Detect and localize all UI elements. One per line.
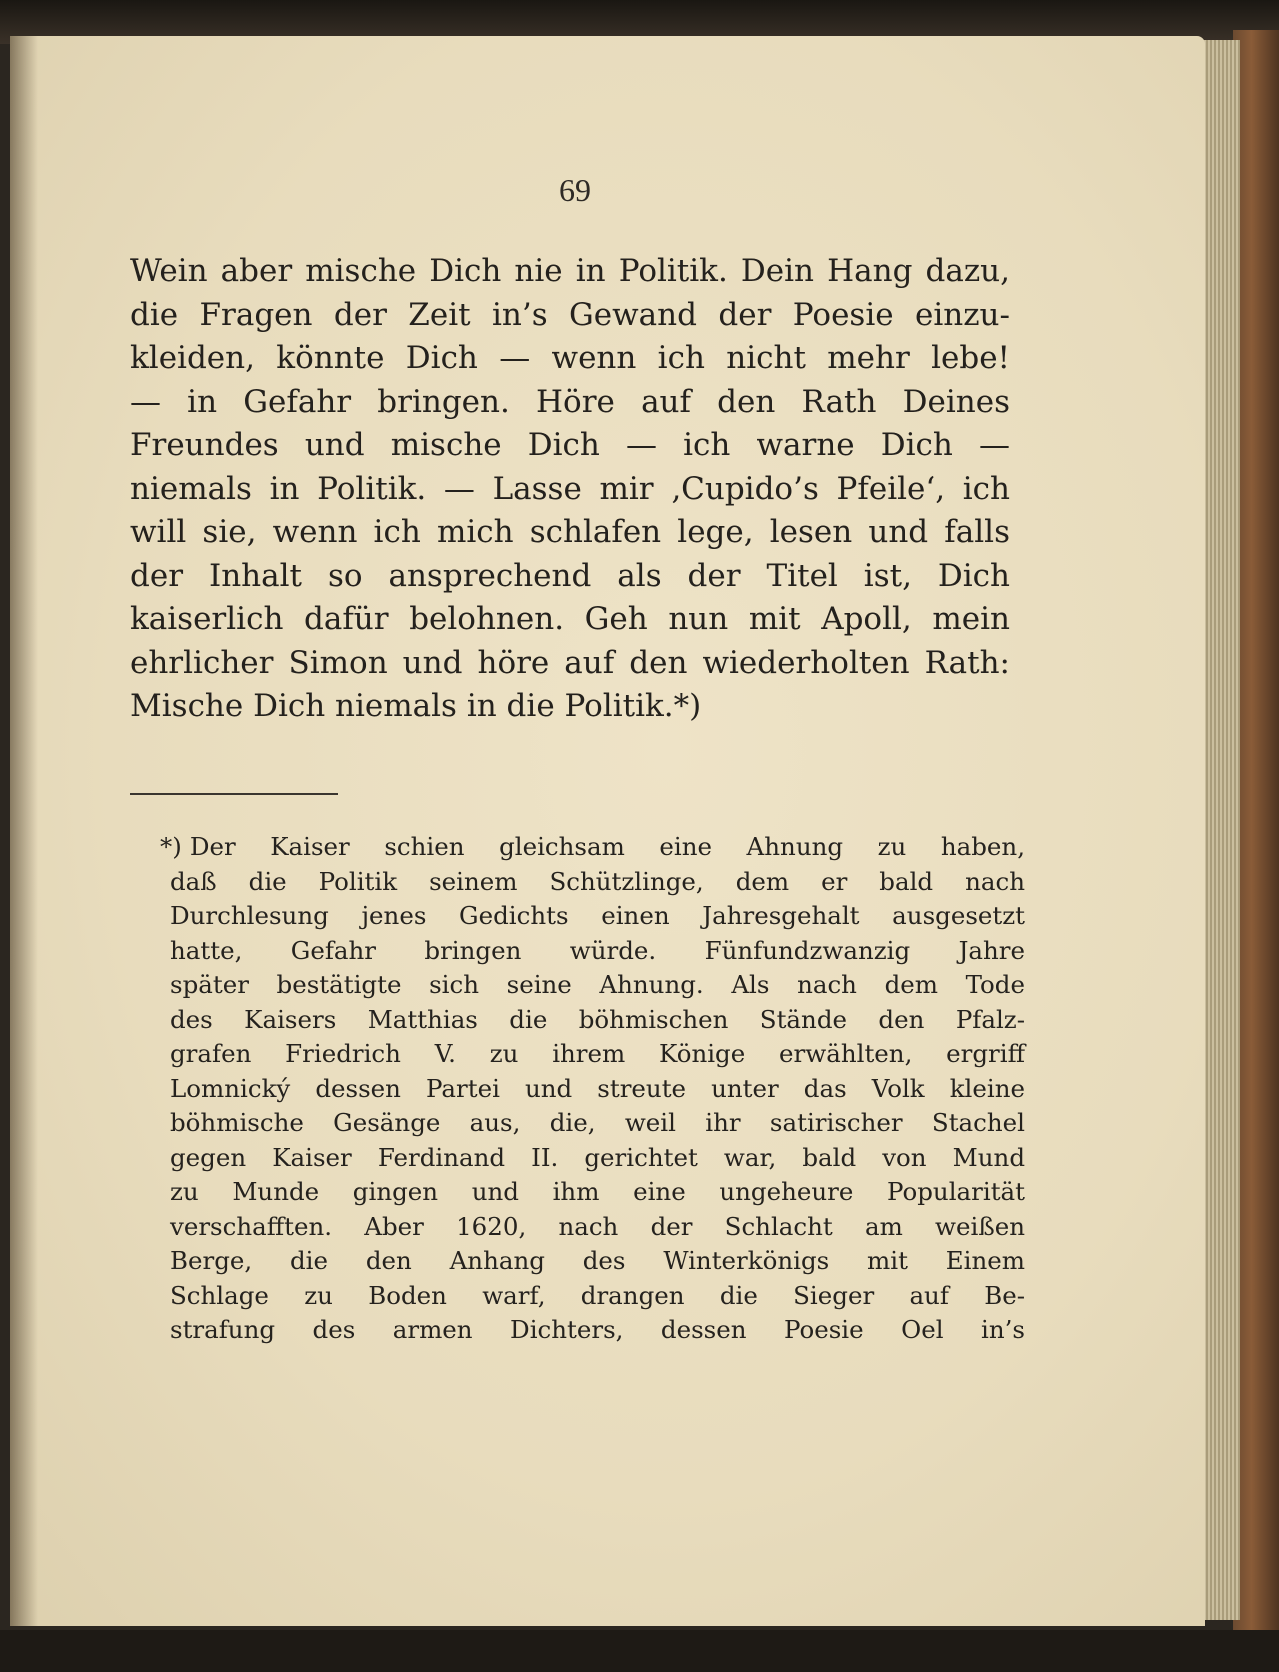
footnote-line: gegen Kaiser Ferdinand II. gerichtet war, bald von Mund [170, 1142, 1025, 1172]
body-line: Freundes und mische Dich — ich warne Dich — [130, 427, 1010, 463]
page-number: 69 [559, 172, 591, 208]
footnote-line: grafen Friedrich V. zu ihrem Könige erwählten, ergriff [170, 1039, 1025, 1068]
page-stack-edge [1200, 40, 1240, 1620]
footnote-line: verschafften. Aber 1620, nach der Schlacht am weißen [170, 1211, 1025, 1241]
body-line: kaiserlich dafür belohnen. Geh nun mit Apoll, mein [130, 601, 1010, 637]
body-line: kleiden, könnte Dich — wenn ich nicht mehr lebe! [130, 340, 1010, 376]
footnote [160, 830, 1025, 1348]
scan-bottom-band [0, 1630, 1279, 1672]
body-line: Wein aber mische Dich nie in Politik. Dein Hang dazu, [130, 253, 1010, 289]
footnote-line: später bestätigte sich seine Ahnung. Als nach dem Tode [170, 970, 1025, 999]
body-line: niemals in Politik. — Lasse mir ‚Cupido’s Pfeile‘, ich [130, 470, 1010, 507]
footnote-marker: *) [160, 832, 182, 861]
footnote-line: des Kaisers Matthias die böhmischen Stände den Pfalz- [170, 1004, 1025, 1034]
footnote-line: böhmische Gesänge aus, die, weil ihr satirischer Stachel [170, 1108, 1025, 1137]
footnote-line [160, 830, 1025, 865]
body-line: ehrlicher Simon und höre auf den wiederholten Rath: [130, 644, 1010, 681]
body-line: der Inhalt so ansprechend als der Titel ist, Dich [130, 557, 1010, 594]
body-line: will sie, wenn ich mich schlafen lege, lesen und falls [130, 514, 1010, 550]
footnote-line: strafung des armen Dichters, dessen Poesie Oel in’s [170, 1315, 1025, 1344]
footnote-line: Lomnický dessen Partei und streute unter das Volk kleine [170, 1073, 1025, 1103]
footnote-separator-rule [130, 793, 338, 795]
footnote-line: zu Munde gingen und ihm eine ungeheure Popularität [170, 1177, 1025, 1206]
footnote-line: Schlage zu Boden warf, drangen die Sieger auf Be- [170, 1280, 1025, 1310]
body-line: die Fragen der Zeit in’s Gewand der Poesie einzu- [130, 296, 1010, 333]
footnote-line-text: Der Kaiser schien gleichsam eine Ahnung zu haben, [189, 832, 1025, 861]
body-line: — in Gefahr bringen. Höre auf den Rath Deines [130, 383, 1010, 420]
body-text [130, 250, 1010, 729]
footnote-line: Durchlesung jenes Gedichts einen Jahresgehalt ausgesetzt [170, 901, 1025, 930]
footnote-line: hatte, Gefahr bringen würde. Fünfundzwanzig Jahre [170, 935, 1025, 965]
page-gutter-shadow [10, 36, 38, 1626]
footnote-line: Berge, die den Anhang des Winterkönigs mit Einem [170, 1246, 1025, 1275]
body-line: Mische Dich niemals in die Politik.*) [130, 688, 702, 724]
footnote-line: daß die Politik seinem Schützlinge, dem er bald nach [170, 866, 1025, 896]
